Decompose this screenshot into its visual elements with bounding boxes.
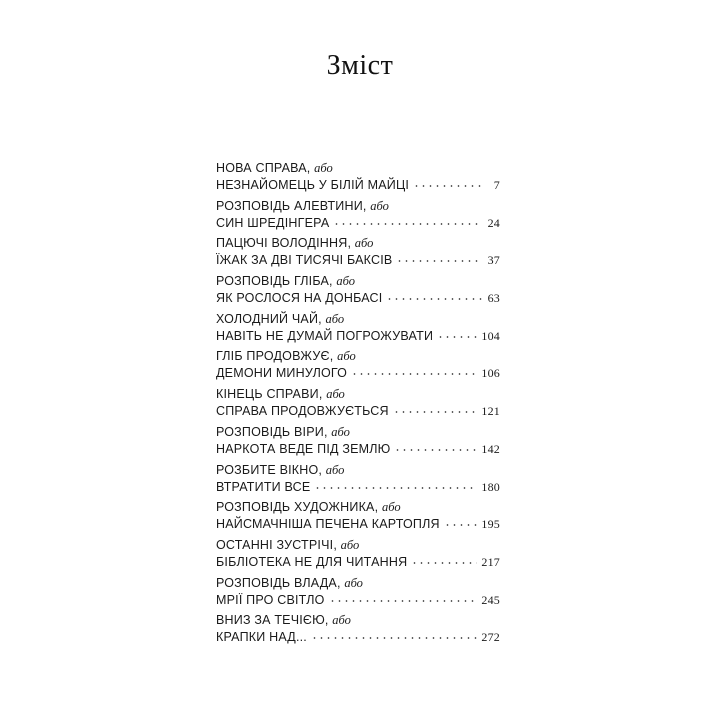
dot-leader	[386, 296, 482, 302]
toc-entry[interactable]	[216, 499, 500, 537]
toc-entry[interactable]	[216, 311, 500, 349]
toc-page-number: 63	[487, 291, 500, 306]
toc-entry-subtitle-line	[216, 516, 500, 532]
toc-entry[interactable]	[216, 424, 500, 462]
toc-page-number: 142	[481, 441, 500, 456]
toc-entry-title: КІНЕЦЬ СПРАВИ	[216, 387, 319, 402]
toc-entry-title-line: ПАЦЮЧІ ВОЛОДІННЯ, або	[216, 236, 374, 251]
toc-entry-title: РОЗПОВІДЬ ХУДОЖНИКА	[216, 500, 375, 515]
toc-entry-subtitle-line	[216, 592, 500, 608]
toc-page-number: 106	[481, 366, 500, 381]
toc-entry-title: ВНИЗ ЗА ТЕЧІЄЮ	[216, 613, 325, 628]
toc-entry-subtitle-line	[216, 479, 500, 495]
dot-leader	[311, 635, 477, 641]
toc-entry-title: ПАЦЮЧІ ВОЛОДІННЯ	[216, 236, 348, 251]
toc-entry-subtitle-line	[216, 290, 500, 306]
dot-leader	[314, 485, 477, 491]
toc-entry-subtitle-line	[216, 629, 500, 645]
toc-entry[interactable]	[216, 348, 500, 386]
toc-page-number: 180	[481, 479, 500, 494]
toc-entry-subtitle: НЕЗНАЙОМЕЦЬ У БІЛІЙ МАЙЦІ	[216, 178, 410, 192]
toc-entry-title-line: ВНИЗ ЗА ТЕЧІЄЮ, або	[216, 613, 351, 628]
toc-entry-title-line: РОЗБИТЕ ВІКНО, або	[216, 462, 345, 477]
toc-entry-subtitle: ДЕМОНИ МИНУЛОГО	[216, 366, 348, 381]
toc-entry-subtitle-line	[216, 403, 500, 419]
toc-entry[interactable]	[216, 273, 500, 311]
toc-entry-subtitle-line	[216, 328, 500, 344]
dot-leader	[413, 183, 482, 189]
dot-leader	[411, 560, 477, 566]
toc-conjunction: або	[381, 500, 401, 515]
toc-entry-title: РОЗПОВІДЬ АЛЕВТИНИ	[216, 198, 363, 213]
toc-entry-title: РОЗБИТЕ ВІКНО	[216, 462, 319, 477]
toc-page-number: 217	[481, 554, 500, 569]
toc-page-number: 245	[481, 592, 500, 607]
toc-entry-subtitle: ЇЖАК ЗА ДВІ ТИСЯЧІ БАКСІВ	[216, 253, 393, 268]
toc-entry-title-line: РОЗПОВІДЬ ГЛІБА, або	[216, 274, 355, 289]
toc-conjunction: або	[354, 236, 374, 251]
toc-entry-subtitle-line	[216, 252, 500, 268]
dot-leader	[333, 221, 482, 227]
toc-entry-title-line: ОСТАННІ ЗУСТРІЧІ, або	[216, 537, 360, 552]
toc-conjunction: або	[325, 462, 345, 477]
dot-leader	[394, 447, 477, 453]
toc-entry-title: ГЛІБ ПРОДОВЖУЄ	[216, 349, 330, 364]
toc-page-number: 272	[481, 630, 500, 645]
toc-entry-title-line: РОЗПОВІДЬ АЛЕВТИНИ, або	[216, 198, 389, 213]
dot-leader	[329, 598, 478, 604]
toc-entry[interactable]	[216, 160, 500, 198]
toc-entry[interactable]	[216, 537, 500, 575]
toc-entry-subtitle: МРІЇ ПРО СВІТЛО	[216, 592, 325, 607]
toc-entry-subtitle: СПРАВА ПРОДОВЖУЄТЬСЯ	[216, 404, 389, 419]
toc-conjunction: або	[314, 161, 333, 175]
page-title: Зміст	[326, 50, 394, 81]
toc-conjunction: або	[340, 537, 360, 552]
toc-entry-title-line: ХОЛОДНИЙ ЧАЙ, або	[216, 311, 345, 326]
toc-conjunction: або	[325, 311, 345, 326]
toc-entry[interactable]	[216, 575, 500, 613]
toc-entry-subtitle: НАЙСМАЧНІША ПЕЧЕНА КАРТОПЛЯ	[216, 517, 440, 532]
toc-entry-title-line: НОВА СПРАВА, або	[216, 161, 333, 175]
toc-page-number: 195	[481, 517, 500, 532]
toc-page-number: 24	[487, 215, 500, 230]
toc-entry-title: ХОЛОДНИЙ ЧАЙ	[216, 311, 319, 326]
toc-page-number: 7	[493, 178, 500, 192]
toc-conjunction: або	[337, 349, 356, 364]
dot-leader	[393, 409, 478, 415]
toc-entry-subtitle-line	[216, 215, 500, 231]
toc-conjunction: або	[326, 387, 345, 402]
toc-entry-title-line: РОЗПОВІДЬ ВЛАДА, або	[216, 575, 363, 590]
toc-page-number: 121	[481, 404, 500, 419]
toc-entry-subtitle-line	[216, 441, 500, 457]
toc-entry[interactable]	[216, 386, 500, 424]
toc-conjunction: або	[370, 198, 389, 213]
toc-entry-title: РОЗПОВІДЬ ГЛІБА	[216, 274, 330, 289]
toc-entry-subtitle-line	[216, 177, 500, 193]
toc-entry[interactable]	[216, 462, 500, 500]
toc-page-number: 37	[487, 253, 500, 268]
dot-leader	[396, 258, 482, 264]
toc-entry-title: РОЗПОВІДЬ ВЛАДА	[216, 575, 337, 590]
toc-entry-title-line: ГЛІБ ПРОДОВЖУЄ, або	[216, 349, 356, 364]
toc-entry-subtitle: СИН ШРЕДІНГЕРА	[216, 215, 330, 230]
toc-entry-subtitle: ВТРАТИТИ ВСЕ	[216, 479, 311, 494]
toc-entry-subtitle: ЯК РОСЛОСЯ НА ДОНБАСІ	[216, 291, 383, 306]
toc-entry-subtitle-line	[216, 365, 500, 381]
toc-entry[interactable]	[216, 235, 500, 273]
toc-conjunction: або	[332, 613, 351, 628]
toc-entry[interactable]	[216, 612, 500, 650]
toc-entry-title-line: РОЗПОВІДЬ ХУДОЖНИКА, або	[216, 500, 401, 515]
toc-conjunction: або	[336, 274, 355, 289]
toc-entry-subtitle-line	[216, 554, 500, 570]
dot-leader	[437, 334, 477, 340]
toc-entry-subtitle: КРАПКИ НАД...	[216, 630, 307, 645]
toc-entry-title-line: РОЗПОВІДЬ ВІРИ, або	[216, 424, 350, 439]
toc-entry-title-line: КІНЕЦЬ СПРАВИ, або	[216, 387, 345, 402]
dot-leader	[351, 371, 477, 377]
toc-page-number: 104	[481, 328, 500, 343]
dot-leader	[444, 522, 478, 528]
toc-entry-title: НОВА СПРАВА	[216, 161, 307, 175]
toc-entry-title: ОСТАННІ ЗУСТРІЧІ	[216, 537, 334, 552]
toc-entry[interactable]	[216, 198, 500, 236]
toc-conjunction: або	[344, 575, 363, 590]
toc-entry-subtitle: НАРКОТА ВЕДЕ ПІД ЗЕМЛЮ	[216, 441, 391, 456]
table-of-contents	[216, 160, 500, 650]
toc-conjunction: або	[331, 424, 350, 439]
toc-entry-subtitle: БІБЛІОТЕКА НЕ ДЛЯ ЧИТАННЯ	[216, 554, 408, 569]
toc-entry-subtitle: НАВІТЬ НЕ ДУМАЙ ПОГРОЖУВАТИ	[216, 328, 434, 343]
toc-entry-title: РОЗПОВІДЬ ВІРИ	[216, 424, 324, 439]
